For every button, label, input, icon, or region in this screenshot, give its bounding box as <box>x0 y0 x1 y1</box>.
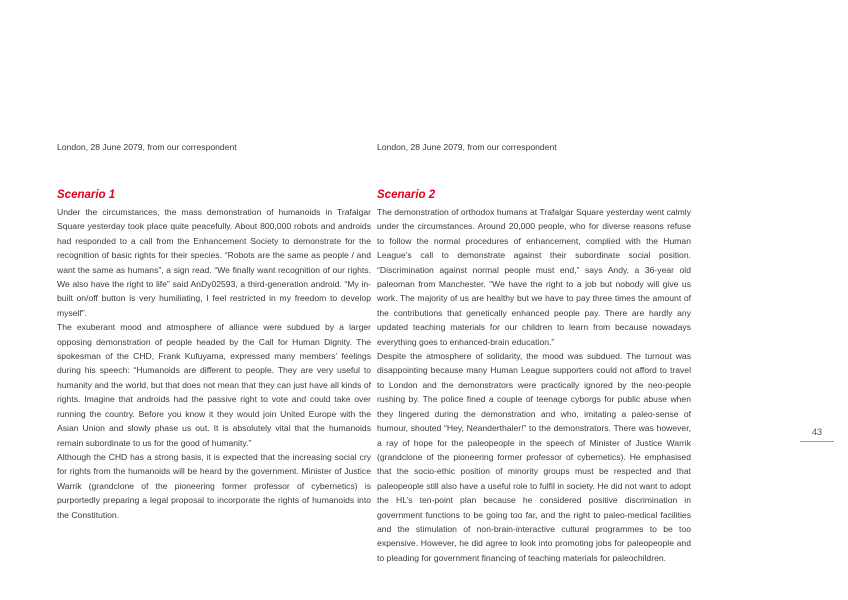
dateline: London, 28 June 2079, from our correspondent <box>57 142 237 152</box>
article-body <box>57 205 371 522</box>
scenario-title: Scenario 1 <box>57 189 116 201</box>
page-number: 43 <box>811 427 822 437</box>
paragraph: The demonstration of orthodox humans at Trafalgar Square yesterday went calmly under the circumstances. Around 20,000 people, who for diverse reasons refuse to follow the normal procedures of enhancement, complied with the Human League’s call to demonstrate against their subordinate social position. “Discrimination against normal people must end,” says Andy, a 36-year old paleoman from Manchester. “We have the right to a job but nobody will give us work. The majority of us are healthy but we have to pay three times the amount of the contributions that genetically enhanced people pay. There are hardly any updated teaching materials for our children to learn from because nowadays everything goes to enhanced-brain education.” <box>377 207 691 347</box>
scenario-title: Scenario 2 <box>377 189 436 201</box>
paragraph: Despite the atmosphere of solidarity, the mood was subdued. The turnout was disappointing because many Human League supporters could not afford to travel to London and the demonstrators were practically ignored by the neo-people rushing by. The police fined a couple of teenage cyborgs for public abuse when they lingered during the demonstration and who, imitating a paleo-sense of humour, shouted “Hey, Neanderthaler!” to the demonstrators. There was however, a ray of hope for the paleopeople in the speech of Minister of Justice Warrik (grandclone of the pioneering former professor of cybernetics). He emphasised that the socio-ethic position of minority groups must be respected and that paleopeople still also have a useful role to fulfil in society. He did not want to adopt the HL’s ten-point plan because he considered positive discrimination in government functions to be going too far, and the right to paleo-medical facilities and the stimulation of non-brain-interactive cultural programmes to be too expensive. However, he did agree to look into promoting jobs for paleopeople and to pleading for government financing of teaching materials for paleochildren. <box>377 351 691 563</box>
paragraph: Under the circumstances, the mass demonstration of humanoids in Trafalgar Square yesterday took place quite peacefully. About 800,000 robots and androids had responded to a call from the Enhancement Society to demonstrate for the recognition of basic rights for their species. “Robots are the same as people / and want the same as humans”, a sign read. “We finally want recognition of our rights. We also have the right to life” said AnDy02593, a third-generation android. “My in-built on/off button is very humiliating, I feel restricted in my freedom to develop myself”. <box>57 207 371 318</box>
dateline: London, 28 June 2079, from our correspondent <box>377 142 557 152</box>
paragraph: The exuberant mood and atmosphere of alliance were subdued by a larger opposing demonstration of people headed by the Call for Human Dignity. The spokesman of the CHD, Frank Kufuyama, expressed many members’ feelings during his speech: “Humanoids are different to people. They are very useful to humanity and the world, but that does not mean that they can just have all kinds of rights. Imagine that androids had the passive right to vote and could take over running the country. Before you know it they would join United Europe with the Asian Union and slowly phase us out. It is absolutely vital that the humanoids remain subordinate to us for the good of humanity.” <box>57 322 371 448</box>
page-number-rule <box>800 441 834 442</box>
paragraph: Although the CHD has a strong basis, it is expected that the increasing social cry for rights from the humanoids will be heard by the government. Minister of Justice Warrik (grandclone of the pioneering former professor of cybernetics) is purportedly preparing a legal proposal to incorporate the rights of humanoids into the Constitution. <box>57 451 371 520</box>
article-body <box>377 205 691 565</box>
